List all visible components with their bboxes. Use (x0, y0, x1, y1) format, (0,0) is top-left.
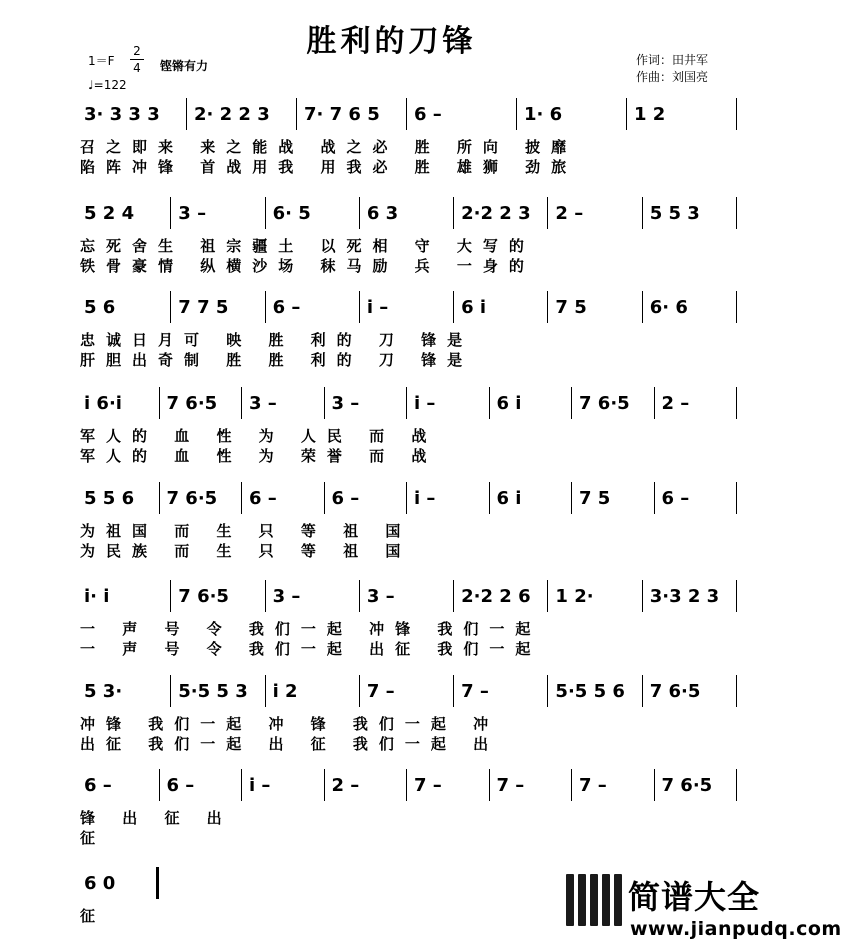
barline (642, 675, 643, 707)
barline (324, 387, 325, 419)
key-signature: 1＝F (88, 54, 115, 68)
measure: 3· 3 3 3 (84, 104, 160, 125)
measure: 5·5 5 3 (178, 681, 248, 702)
notes-row (80, 297, 740, 323)
lyric-line-2: 铁骨豪情 纵横沙场 秣马励 兵 一身的 (80, 257, 535, 275)
measure: 7 5 (555, 297, 587, 318)
measure: 3 – (178, 203, 207, 224)
piano-keys-icon (566, 874, 622, 926)
lyric-line-2: 一 声 号 令 我们一起 出征 我们一起 (80, 640, 542, 658)
measure: 6 i (461, 297, 487, 318)
measure: i 6·i (84, 393, 122, 414)
barline (489, 769, 490, 801)
tempo-bpm: ♩=122 (88, 78, 127, 92)
barline (626, 98, 627, 130)
notes-row (80, 104, 740, 130)
barline (736, 675, 737, 707)
barline (654, 387, 655, 419)
barline (359, 197, 360, 229)
barline (170, 675, 171, 707)
barline (453, 675, 454, 707)
composer: 作曲：刘国亮 (636, 70, 709, 84)
barline (489, 482, 490, 514)
measure: i – (249, 775, 271, 796)
barline (265, 291, 266, 323)
barline (736, 482, 737, 514)
barline (241, 482, 242, 514)
barline (736, 98, 737, 130)
measure: 7· 7 6 5 (304, 104, 380, 125)
barline (159, 482, 160, 514)
measure: 6· 5 (272, 203, 311, 224)
barline (406, 387, 407, 419)
barline (170, 291, 171, 323)
measure: i – (414, 393, 436, 414)
barline (547, 580, 548, 612)
barline (453, 580, 454, 612)
measure: 6 – (331, 488, 360, 509)
measure: 7 – (414, 775, 442, 796)
notes-row (80, 681, 740, 707)
barline (156, 867, 159, 899)
notes-row (80, 586, 740, 612)
barline (736, 387, 737, 419)
lyric-line-2: 出征 我们一起 出 征 我们一起 出 (80, 735, 500, 753)
barline (489, 387, 490, 419)
measure: 6 – (414, 104, 442, 125)
lyric-line-1: 冲锋 我们一起 冲 锋 我们一起 冲 (80, 715, 500, 733)
lyric-line-1: 忘死舍生 祖宗疆土 以死相 守 大写的 (80, 237, 535, 255)
barline (359, 291, 360, 323)
measure: 3 – (249, 393, 277, 414)
watermark-logo (566, 860, 842, 944)
measure: 6· 6 (649, 297, 688, 318)
measure: 6 i (496, 488, 522, 509)
measure: 1· 6 (524, 104, 563, 125)
measure: 5 3· (84, 681, 123, 702)
time-bottom: 4 (133, 61, 141, 75)
measure: 5 5 3 (649, 203, 700, 224)
measure: 6 0 (84, 873, 116, 894)
measure: 7 – (579, 775, 607, 796)
lyricist: 作词：田井军 (636, 53, 709, 67)
barline (170, 197, 171, 229)
barline (736, 291, 737, 323)
lyric-line-2: 肝胆出奇制 胜 胜 利的 刀 锋是 (80, 351, 474, 369)
measure: 7 – (366, 681, 395, 702)
measure: 1 2· (555, 586, 594, 607)
lyric-line-1: 召之即来 来之能战 战之必 胜 所向 披靡 (80, 138, 578, 156)
barline (453, 291, 454, 323)
barline (736, 769, 737, 801)
lyric-line-1: 锋 出 征 出 (80, 809, 233, 827)
barline (654, 482, 655, 514)
barline (736, 197, 737, 229)
time-signature (130, 44, 144, 75)
barline (547, 291, 548, 323)
measure: 2·2 2 3 (461, 203, 531, 224)
measure: 5 6 (84, 297, 116, 318)
measure: 7 6·5 (649, 681, 701, 702)
song-title: 胜利的刀锋 (306, 24, 477, 59)
time-top: 2 (133, 44, 141, 58)
barline (265, 675, 266, 707)
barline (571, 387, 572, 419)
barline (736, 580, 737, 612)
measure: 6 – (272, 297, 301, 318)
measure: 3 – (366, 586, 395, 607)
measure: i· i (84, 586, 110, 607)
barline (241, 387, 242, 419)
barline (642, 291, 643, 323)
barline (296, 98, 297, 130)
barline (571, 482, 572, 514)
notes-row (80, 488, 740, 514)
barline (241, 769, 242, 801)
lyric-line-1: 军人的 血 性 为 人民 而 战 (80, 427, 438, 445)
measure: i 2 (272, 681, 298, 702)
measure: 7 6·5 (178, 586, 229, 607)
watermark-url: www.jianpudq.com (630, 918, 842, 940)
barline (571, 769, 572, 801)
lyric-line-1: 一 声 号 令 我们一起 冲锋 我们一起 (80, 620, 542, 638)
measure: 7 6·5 (166, 393, 218, 414)
lyric-line-2: 陷阵冲锋 首战用我 用我必 胜 雄狮 劲旅 (80, 158, 578, 176)
measure: 7 – (461, 681, 489, 702)
measure: i – (366, 297, 389, 318)
barline (642, 197, 643, 229)
measure: 7 7 5 (178, 297, 229, 318)
measure: i – (414, 488, 436, 509)
measure: 5 2 4 (84, 203, 135, 224)
measure: 7 6·5 (166, 488, 218, 509)
measure: 3 – (331, 393, 360, 414)
measure: 6 3 (366, 203, 399, 224)
barline (654, 769, 655, 801)
measure: 2 – (331, 775, 360, 796)
lyric-line-1: 忠诚日月可 映 胜 利的 刀 锋是 (80, 331, 474, 349)
barline (453, 197, 454, 229)
measure: 3·3 2 3 (649, 586, 720, 607)
measure: 2· 2 2 3 (194, 104, 270, 125)
measure: 6 – (166, 775, 195, 796)
barline (406, 98, 407, 130)
barline (406, 769, 407, 801)
lyric-line-2: 征 (80, 829, 107, 847)
measure: 6 i (496, 393, 522, 414)
credits (636, 52, 708, 86)
measure: 7 – (496, 775, 525, 796)
measure: 5 5 6 (84, 488, 135, 509)
measure: 1 2 (634, 104, 666, 125)
lyric-line-1: 为祖国 而 生 只 等 祖 国 (80, 522, 412, 540)
barline (324, 482, 325, 514)
barline (265, 197, 266, 229)
barline (359, 675, 360, 707)
notes-row (80, 393, 740, 419)
barline (159, 769, 160, 801)
measure: 2 – (555, 203, 584, 224)
measure: 6 – (249, 488, 277, 509)
barline (324, 769, 325, 801)
tempo-term: 铿锵有力 (160, 59, 209, 73)
measure: 5·5 5 6 (555, 681, 625, 702)
notes-row (80, 203, 740, 229)
barline (186, 98, 187, 130)
barline (642, 580, 643, 612)
measure: 2 – (661, 393, 690, 414)
watermark-title: 简谱大全 (628, 878, 761, 916)
barline (547, 197, 548, 229)
measure: 3 – (272, 586, 301, 607)
barline (547, 675, 548, 707)
barline (170, 580, 171, 612)
lyric-line-1: 征 (80, 907, 107, 925)
lyric-line-2: 军人的 血 性 为 荣誉 而 战 (80, 447, 438, 465)
notes-row (80, 775, 740, 801)
measure: 2·2 2 6 (461, 586, 531, 607)
barline (359, 580, 360, 612)
measure: 7 5 (579, 488, 611, 509)
lyric-line-2: 为民族 而 生 只 等 祖 国 (80, 542, 412, 560)
measure: 6 – (661, 488, 690, 509)
barline (406, 482, 407, 514)
measure: 6 – (84, 775, 112, 796)
measure: 7 6·5 (661, 775, 713, 796)
barline (159, 387, 160, 419)
barline (265, 580, 266, 612)
measure: 7 6·5 (579, 393, 630, 414)
barline (516, 98, 517, 130)
